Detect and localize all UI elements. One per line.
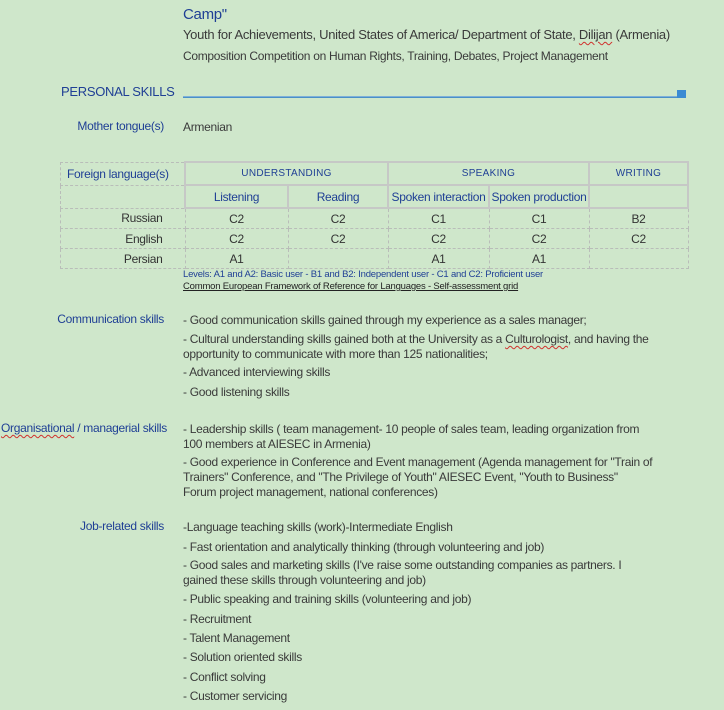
job-item: - Fast orientation and analytically thinking (through volunteering and job) — [183, 540, 545, 554]
organisational-label-first: Organisational — [1, 421, 75, 435]
subject-line: Composition Competition on Human Rights, Training, Debates, Project Management — [183, 49, 608, 63]
organization-prefix: Youth for Achievements, United States of America/ Department of State, — [183, 27, 579, 42]
communication-item — [183, 332, 663, 362]
subheader-writing — [589, 185, 688, 208]
job-item: - Customer servicing — [183, 689, 288, 703]
level-cell: C1 — [489, 208, 589, 229]
level-cell: C2 — [185, 229, 288, 249]
group-writing: WRITING — [589, 162, 688, 185]
cefr-link[interactable]: Common European Framework of Reference for Languages - Self-assessment grid — [183, 281, 519, 292]
job-related-skills-label: Job-related skills — [80, 519, 164, 533]
level-cell: A1 — [185, 249, 288, 269]
empty-cell — [61, 185, 186, 208]
subheader-listening: Listening — [185, 185, 288, 208]
level-cell: C2 — [489, 229, 589, 249]
level-cell: C2 — [388, 229, 489, 249]
job-item: - Solution oriented skills — [183, 650, 302, 664]
foreign-language-label: Foreign language(s) — [61, 162, 186, 185]
organisational-label-rest: / managerial skills — [74, 421, 167, 435]
language-table-subheader-row — [61, 185, 689, 208]
group-speaking: SPEAKING — [388, 162, 589, 185]
section-title-personal-skills: PERSONAL SKILLS — [61, 84, 175, 99]
subheader-reading: Reading — [288, 185, 388, 208]
organisational-skills-label — [1, 421, 167, 435]
level-cell: B2 — [589, 208, 688, 229]
section-divider — [183, 96, 678, 98]
language-name: English — [61, 229, 186, 249]
level-cell — [589, 249, 688, 269]
communication-item-text: - Cultural understanding skills gained both at the University as a — [183, 332, 506, 346]
level-cell: C2 — [288, 229, 388, 249]
language-row — [61, 208, 689, 229]
organization-line — [183, 27, 670, 42]
level-cell: A1 — [489, 249, 589, 269]
level-cell: C1 — [388, 208, 489, 229]
communication-item-term: Culturologist — [505, 332, 568, 346]
language-row — [61, 229, 689, 249]
language-name: Russian — [61, 208, 186, 229]
level-cell: C2 — [589, 229, 688, 249]
section-divider-marker — [677, 90, 686, 98]
mother-tongue-label: Mother tongue(s) — [77, 119, 164, 133]
communication-item: - Good listening skills — [183, 385, 290, 399]
language-row — [61, 249, 689, 269]
job-item: - Conflict solving — [183, 670, 266, 684]
subheader-spoken-interaction: Spoken interaction — [388, 185, 489, 208]
communication-item: - Advanced interviewing skills — [183, 365, 331, 379]
communication-item-text: , and having the opportunity to communicate with more than 125 nationalities; — [183, 332, 649, 361]
language-name: Persian — [61, 249, 186, 269]
levels-note: Levels: A1 and A2: Basic user - B1 and B2: Independent user - C1 and C2: Proficient user — [183, 269, 543, 280]
group-understanding: UNDERSTANDING — [185, 162, 388, 185]
job-item: - Talent Management — [183, 631, 290, 645]
job-item: - Recruitment — [183, 612, 252, 626]
level-cell: C2 — [185, 208, 288, 229]
job-item: -Language teaching skills (work)-Intermediate English — [183, 520, 453, 534]
language-table-group-row — [61, 162, 689, 185]
camp-title: Camp" — [183, 6, 227, 23]
mother-tongue-value: Armenian — [183, 120, 232, 134]
language-table — [60, 161, 689, 269]
level-cell — [288, 249, 388, 269]
organisational-item: - Leadership skills ( team management- 10 people of sales team, leading organization from 100 members at AIESEC in Armenia) — [183, 422, 640, 451]
organization-suffix: (Armenia) — [612, 27, 670, 42]
job-item: - Good sales and marketing skills (I've raise some outstanding companies as partners. I gained these skills through volunteering and job) — [183, 558, 622, 587]
organization-city: Dilijan — [578, 27, 613, 42]
communication-item: - Good communication skills gained through my experience as a sales manager; — [183, 313, 587, 327]
level-cell: A1 — [388, 249, 489, 269]
job-item: - Public speaking and training skills (volunteering and job) — [183, 592, 472, 606]
communication-skills-label: Communication skills — [57, 312, 164, 326]
subheader-spoken-production: Spoken production — [489, 185, 589, 208]
level-cell: C2 — [288, 208, 388, 229]
organisational-item: - Good experience in Conference and Event management (Agenda management for "Train of Trainers" Conference, and "The Privilege of Youth" AIESEC Event, "Youth to Business" Forum project management, national conferences) — [183, 455, 653, 499]
